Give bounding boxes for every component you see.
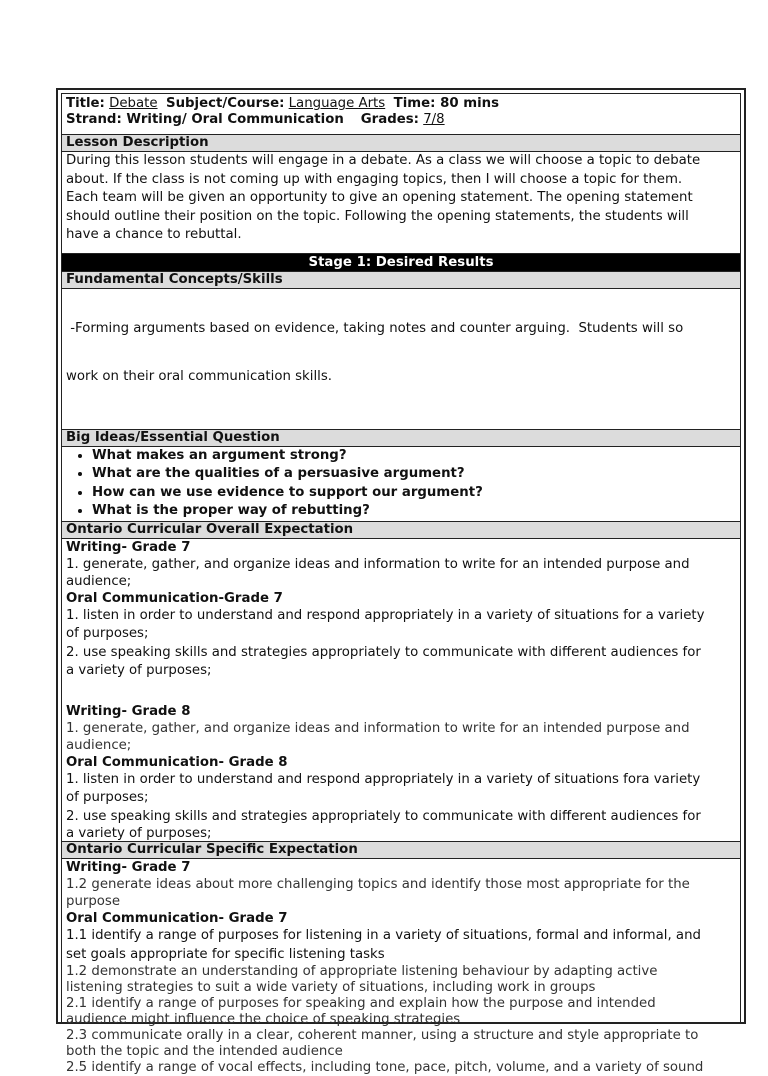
text-line: audience; bbox=[66, 737, 132, 753]
question-item: • What is the proper way of rebutting? bbox=[92, 502, 740, 521]
writing-grade7-title: Writing- Grade 7 bbox=[66, 860, 191, 875]
text-line: Each team will be given an opportunity to give an opening statement. The opening statement bbox=[66, 190, 693, 205]
oral-grade7-text bbox=[66, 607, 736, 681]
writing-grade7-text bbox=[66, 876, 736, 910]
text-line: During this lesson students will engage in a debate. As a class we will choose a topic to debate bbox=[66, 153, 701, 168]
table-inner bbox=[61, 93, 741, 1075]
writing-grade8-title: Writing- Grade 8 bbox=[66, 703, 191, 719]
grades-value: 7/8 bbox=[423, 112, 445, 127]
specific-expectation-heading: Ontario Curricular Specific Expectation bbox=[62, 842, 740, 859]
fundamental-body bbox=[62, 289, 740, 430]
text-line: 1. generate, gather, and organize ideas and information to write for an intended purpose and bbox=[66, 556, 690, 572]
text-line: work on their oral communication skills. bbox=[66, 368, 332, 384]
text-line: listening strategies to suit a wide variety of situations, including work in groups bbox=[66, 980, 596, 995]
lesson-plan-table bbox=[56, 88, 746, 1075]
question-item: • What are the qualities of a persuasive argument? bbox=[92, 465, 740, 484]
oral-grade7-text-b bbox=[66, 964, 736, 1076]
text-line: 1.2 demonstrate an understanding of appropriate listening behaviour by adapting active bbox=[66, 964, 658, 979]
text-line: about. If the class is not coming up with engaging topics, then I will choose a topic for them. bbox=[66, 171, 683, 187]
writing-grade8-text bbox=[66, 720, 736, 754]
fundamental-heading: Fundamental Concepts/Skills bbox=[62, 272, 740, 289]
overall-expectation-body bbox=[62, 539, 740, 843]
oral-grade7-title: Oral Communication- Grade 7 bbox=[66, 911, 288, 926]
text-line: set goals appropriate for specific listening tasks bbox=[66, 946, 385, 962]
question-item: • What makes an argument strong? bbox=[92, 447, 740, 466]
grades-label: Grades: bbox=[360, 112, 419, 127]
text-line: 1.2 generate ideas about more challenging topics and identify those most appropriate for the bbox=[66, 877, 690, 892]
question-item: • How can we use evidence to support our argument? bbox=[92, 484, 740, 503]
text-line: 2.5 identify a range of vocal effects, including tone, pace, pitch, volume, and a variety of sound bbox=[66, 1060, 704, 1075]
strand-label: Strand: Writing/ Oral Communication bbox=[66, 112, 344, 127]
writing-grade7-title: Writing- Grade 7 bbox=[66, 539, 191, 555]
text-line: audience might influence the choice of speaking strategies bbox=[66, 1012, 461, 1027]
subject-value: Language Arts bbox=[288, 96, 386, 111]
writing-grade7-text bbox=[66, 556, 736, 590]
oral-grade7-title: Oral Communication-Grade 7 bbox=[66, 590, 283, 606]
oral-grade8-text bbox=[66, 771, 736, 842]
text-line: of purposes; bbox=[66, 790, 149, 805]
title-value: Debate bbox=[109, 96, 158, 111]
text-line: 2.1 identify a range of purposes for speaking and explain how the purpose and intended bbox=[66, 996, 656, 1011]
time-label: Time: 80 mins bbox=[393, 96, 500, 111]
overall-expectation-heading: Ontario Curricular Overall Expectation bbox=[62, 522, 740, 539]
text-line: 1.1 identify a range of purposes for listening in a variety of situations, formal and informal, and bbox=[66, 928, 701, 943]
oral-grade8-title: Oral Communication- Grade 8 bbox=[66, 754, 288, 770]
big-ideas-body bbox=[62, 447, 740, 522]
text-line: 2.3 communicate orally in a clear, coherent manner, using a structure and style appropriate to bbox=[66, 1028, 699, 1043]
text-line: 1. generate, gather, and organize ideas and information to write for an intended purpose and bbox=[66, 720, 690, 736]
stage1-heading: Stage 1: Desired Results bbox=[62, 254, 740, 272]
text-line: 2. use speaking skills and strategies appropriately to communicate with different audiences for bbox=[66, 644, 701, 660]
big-ideas-heading: Big Ideas/Essential Question bbox=[62, 430, 740, 447]
strand-row bbox=[66, 112, 736, 128]
text-line: 1. listen in order to understand and respond appropriately in a variety of situations fora variety bbox=[66, 771, 701, 787]
specific-expectation-body bbox=[62, 859, 740, 1076]
text-line: 2. use speaking skills and strategies appropriately to communicate with different audiences for bbox=[66, 808, 701, 824]
text-line: both the topic and the intended audience bbox=[66, 1044, 343, 1059]
title-label: Title: bbox=[66, 96, 105, 111]
lesson-description-heading: Lesson Description bbox=[62, 135, 740, 152]
header-section bbox=[62, 94, 740, 135]
lesson-description-body bbox=[62, 152, 740, 254]
title-row bbox=[66, 96, 736, 112]
essential-questions-list bbox=[62, 447, 740, 521]
subject-label: Subject/Course: bbox=[166, 96, 285, 111]
text-line: purpose bbox=[66, 894, 121, 909]
oral-grade7-text-a bbox=[66, 927, 736, 964]
text-line: a variety of purposes; bbox=[66, 826, 212, 841]
text-line: -Forming arguments based on evidence, taking notes and counter arguing. Students will so bbox=[66, 320, 684, 336]
text-line: of purposes; bbox=[66, 626, 149, 641]
text-line: audience; bbox=[66, 573, 132, 589]
text-line: a variety of purposes; bbox=[66, 663, 212, 678]
text-line: have a chance to rebuttal. bbox=[66, 227, 242, 242]
text-line: should outline their position on the topic. Following the opening statements, the students will bbox=[66, 208, 689, 224]
text-line: 1. listen in order to understand and respond appropriately in a variety of situations for a variety bbox=[66, 607, 705, 623]
spacer bbox=[66, 681, 736, 703]
